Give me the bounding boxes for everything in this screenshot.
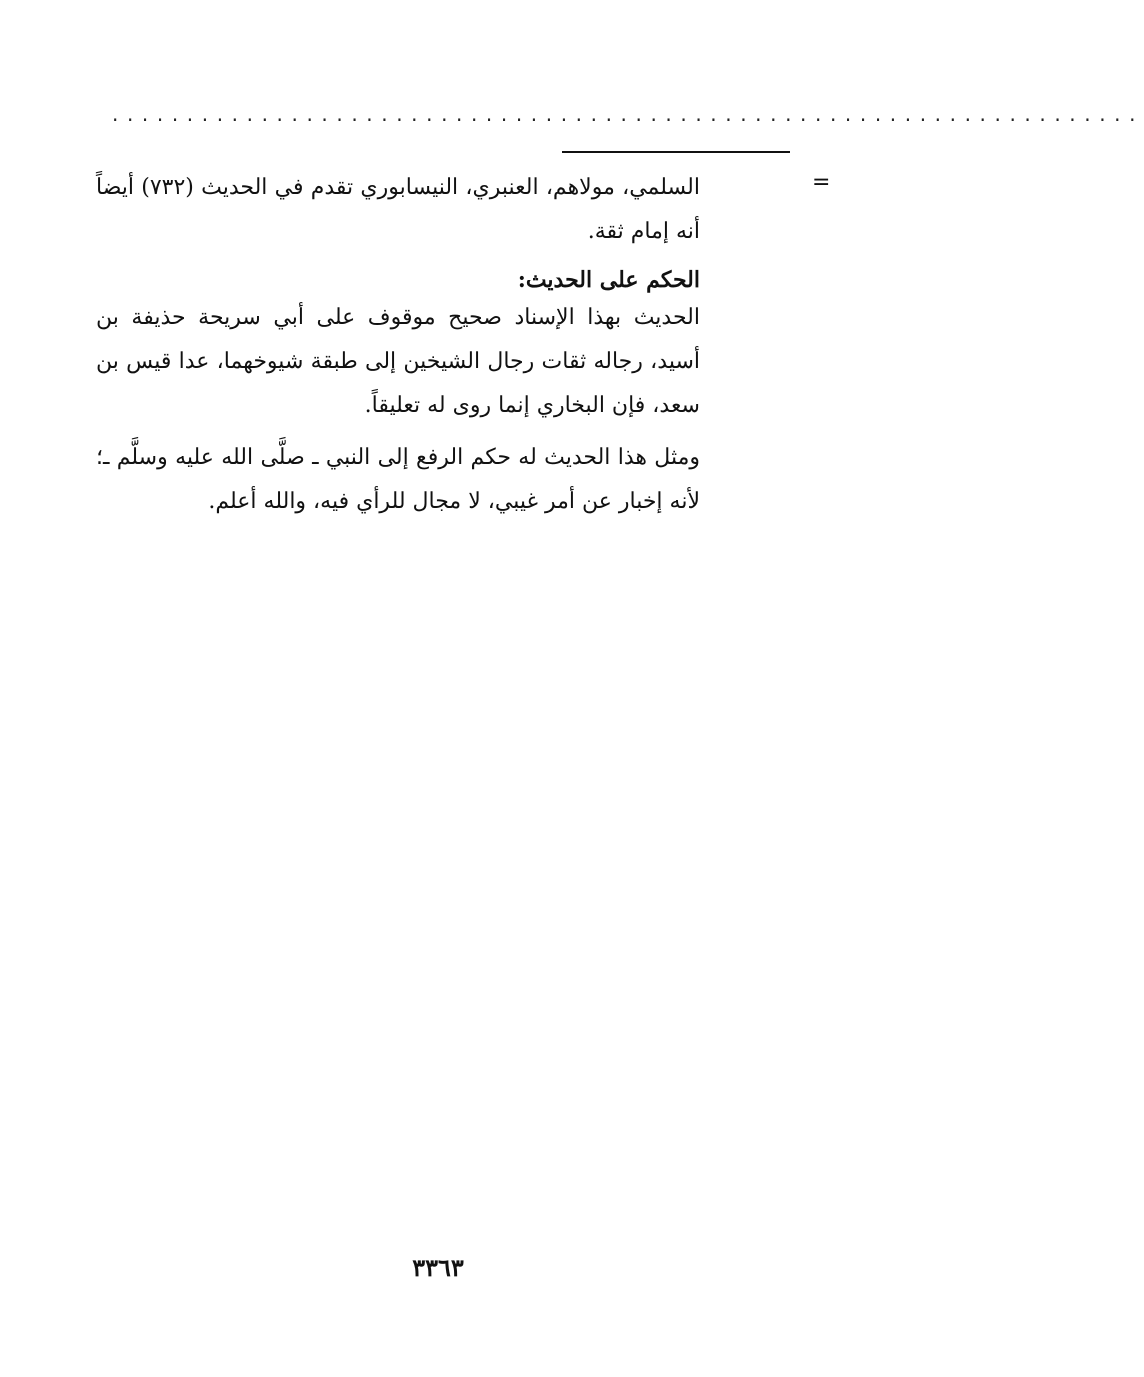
continuation-mark: = <box>812 170 831 195</box>
ruling-paragraph: الحديث بهذا الإسناد صحيح موقوف على أبي سريحة حذيفة بن أسيد، رجاله ثقات رجال الشيخين إلى طبقة شيوخهما، عدا قيس بن سعد، فإن البخاري إنما روى له تعليقاً. <box>96 305 701 418</box>
dotted-separator: ..................................................................... <box>112 102 1144 126</box>
page-number: ٣٣٦٣ <box>412 1253 464 1282</box>
section-heading: الحكم على الحديث: <box>517 267 700 293</box>
footnote-rule <box>562 151 790 153</box>
footnote-paragraph: السلمي، مولاهم، العنبري، النيسابوري تقدم في الحديث (٧٣٢) أيضاً أنه إمام ثقة. <box>96 175 700 244</box>
commentary-paragraph: ومثل هذا الحديث له حكم الرفع إلى النبي ـ صلَّى الله عليه وسلَّم ـ؛ لأنه إخبار عن أمر غيبي، لا مجال للرأي فيه، والله أعلم. <box>96 445 700 514</box>
page-body <box>96 166 700 524</box>
